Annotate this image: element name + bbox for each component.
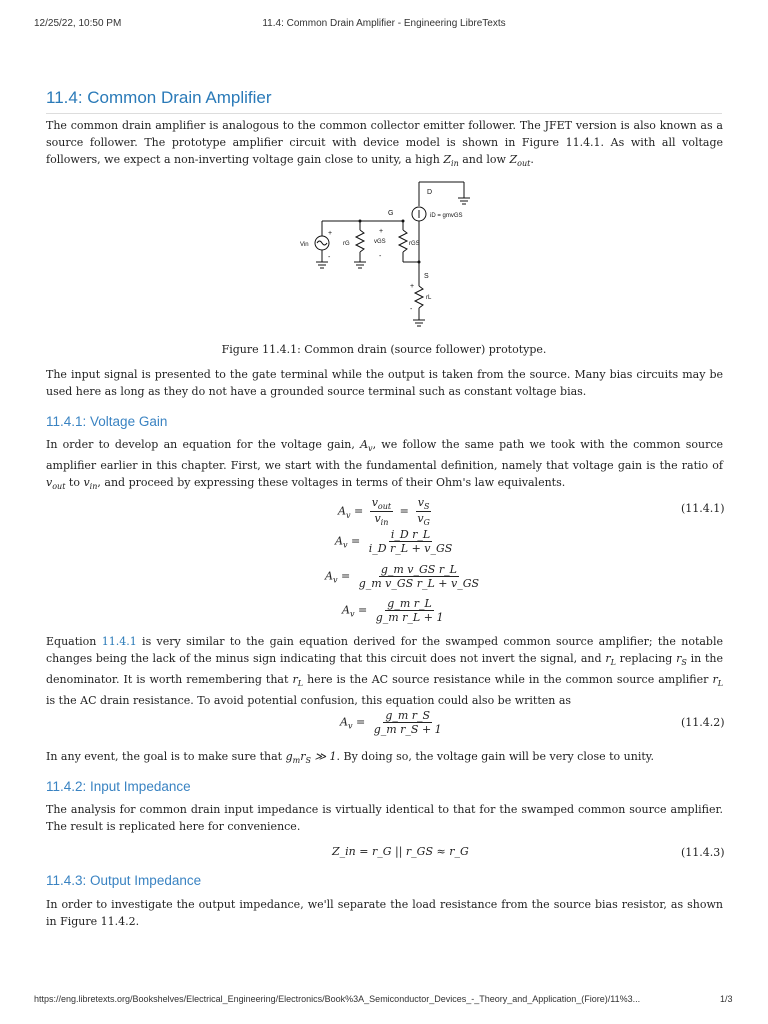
output-impedance-paragraph: In order to investigate the output impedance, we'll separate the load resistance from the source bias resistor, as shown in Figure 11.4.2. <box>46 898 723 928</box>
equation-11-4-3: Z_in = r_G || r_GS ≈ r_G <box>332 845 469 858</box>
paragraph-3: Equation 11.4.1 is very similar to the gain equation derived for the swamped common source amplifier; the notable changes being the lack of the minus sign indicating that this circuit does not invert the signal, and $r_L$ replacing $r_S$ in the denominator. It is worth remembering that $r_L$ here is the AC source resistance while in the common source amplifier $r_L$ is the AC drain resistance. To avoid potential confusion, this equation could also be written as <box>46 635 724 708</box>
section-input-impedance-heading: 11.4.2: Input Impedance <box>46 779 191 794</box>
figure-circuit <box>290 178 480 334</box>
label-id: iD = gmvGS <box>430 213 463 219</box>
print-url: https://eng.libretexts.org/Bookshelves/Electrical_Engineering/Electronics/Book%3A_Semiconductor_Devices_-_Theory_and_Application_(Fiore)/11%3... <box>34 994 641 1004</box>
intro-text: The common drain amplifier is analogous to the common collector emitter follower. The JFET version is also known as a source follower. The prototype amplifier circuit with device model is shown in Figure 11.4.1. As with all voltage followers, we expect a non-inverting voltage gain close to unity, a high <box>46 119 723 166</box>
minus-vin: - <box>328 254 331 261</box>
equation-link-11-4-1[interactable]: 11.4.1 <box>101 635 137 648</box>
equation-number-11-4-1: (11.4.1) <box>681 502 725 515</box>
print-datetime: 12/25/22, 10:50 PM <box>34 18 122 29</box>
label-vin: Vin <box>300 242 309 248</box>
equation-11-4-1-line-3: $A_v$ = $\frac{\text{g\_m v\_GS r\_L}}{\text{g\_m v\_GS r\_L + v\_GS}}$ <box>325 563 480 590</box>
minus-rl: - <box>410 306 413 313</box>
equation-number-11-4-3: (11.4.3) <box>681 846 725 859</box>
equation-11-4-2: $A_v$ = $\frac{\text{g\_m r\_S}}{\text{g\_m r\_S + 1}}$ <box>340 709 442 736</box>
plus-rl: + <box>410 283 415 290</box>
label-rgs: rGS <box>409 241 420 247</box>
section-voltage-gain-heading: 11.4.1: Voltage Gain <box>46 414 168 429</box>
plus-vin: + <box>328 230 333 237</box>
paragraph-2: The input signal is presented to the gate terminal while the output is taken from the source. Many bias circuits may be used here as long as they do not have a grounded source terminal such as constant voltage bias. <box>46 368 723 398</box>
figure-caption: Figure 11.4.1: Common drain (source follower) prototype. <box>221 343 547 356</box>
label-d: D <box>427 189 433 196</box>
input-impedance-paragraph: The analysis for common drain input impedance is virtually identical to that for the swamped common source amplifier. The result is replicated here for convenience. <box>46 803 723 833</box>
equation-11-4-1-line-4: $A_v$ = $\frac{\text{g\_m r\_L}}{\text{g\_m r\_L + 1}}$ <box>342 597 444 624</box>
section-output-impedance-heading: 11.4.3: Output Impedance <box>46 873 202 888</box>
label-s: S <box>424 273 429 280</box>
label-vgs: vGS <box>374 239 386 245</box>
intro-paragraph: The common drain amplifier is analogous to the common collector emitter follower. The JFET version is also known as a source follower. The prototype amplifier circuit with device model is shown in Figure 11.4.1. As with all voltage followers, we expect a non-inverting voltage gain close to unity, a high $Z_{in}$ and low $Z_{out}$. <box>46 119 723 169</box>
equation-11-4-1-line-2: $A_v$ = $\frac{\text{i\_D r\_L}}{\text{i\_D r\_L + v\_GS}}$ <box>335 528 453 555</box>
print-page-title: 11.4: Common Drain Amplifier - Engineering LibreTexts <box>262 18 506 29</box>
plus-vgs: + <box>379 228 384 235</box>
voltage-gain-paragraph: In order to develop an equation for the voltage gain, $A_v$, we follow the same path we took with the common source amplifier earlier in this chapter. First, we start with the fundamental definition, namely that voltage gain is the ratio of $v_{out}$ to $v_{in}$, and proceed by expressing these voltages in terms of their Ohm's law equivalents. <box>46 438 724 492</box>
page-title: 11.4: Common Drain Amplifier <box>46 88 272 107</box>
intro-and: and low <box>462 153 506 166</box>
print-page-number: 1/3 <box>720 994 733 1004</box>
minus-vgs: - <box>379 253 382 260</box>
title-divider <box>46 113 722 114</box>
zout-symbol: $Z_{out}$ <box>509 153 531 169</box>
zin-symbol: $Z_{in}$ <box>443 153 459 169</box>
equation-number-11-4-2: (11.4.2) <box>681 716 725 729</box>
label-g: G <box>388 210 394 217</box>
paragraph-4: In any event, the goal is to make sure that $g_mr_S$ ≫ 1. By doing so, the voltage gain will be very close to unity. <box>46 750 655 766</box>
equation-11-4-1-line-1: $A_v$ = $\frac{v_{out}}{v_{in}}$ = $\frac{v_S}{v_G}$ <box>338 496 430 528</box>
label-rg: rG <box>343 241 350 247</box>
label-rl: rL <box>426 295 432 301</box>
